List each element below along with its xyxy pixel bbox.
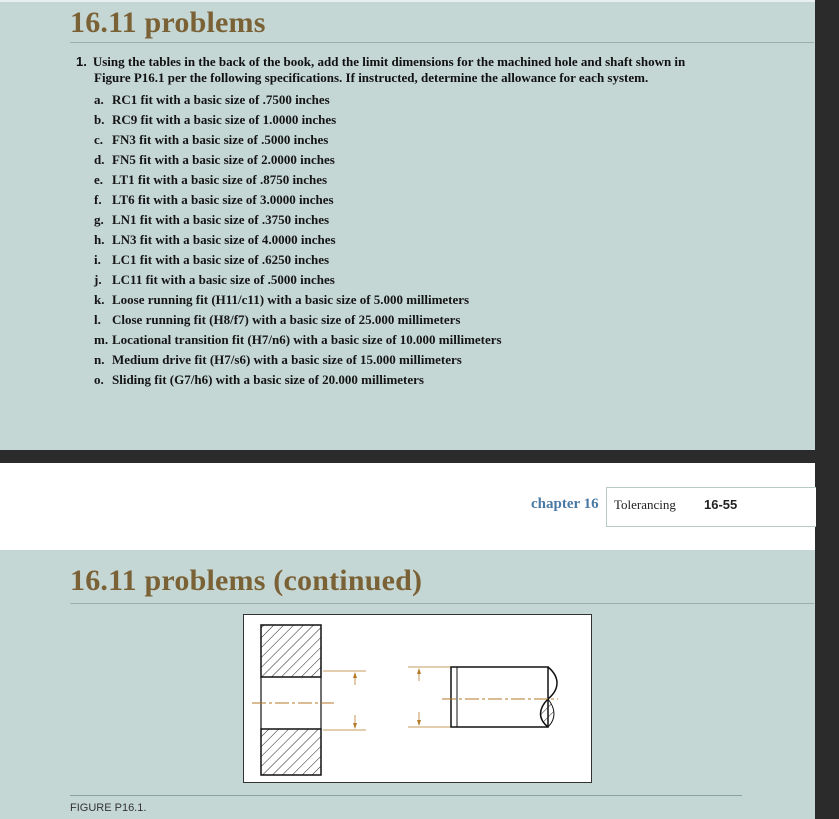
problem-text-line1: Using the tables in the back of the book, add the limit dimensions for the machined hole and shaft shown in: [92, 54, 686, 69]
footer-topic: Tolerancing: [614, 497, 676, 512]
arrow-icon: [417, 668, 421, 674]
item-letter: h.: [94, 232, 105, 247]
list-item: [94, 210, 766, 230]
section-title: 16.11 problems: [70, 6, 266, 39]
item-text: Locational transition fit (H7/n6) with a basic size of 10.000 millimeters: [112, 332, 502, 347]
item-letter: m.: [94, 332, 109, 347]
arrow-icon: [417, 720, 421, 726]
footer-chapter: chapter 16: [531, 496, 599, 512]
problem-text-line2: Figure P16.1 per the following specifications. If instructed, determine the allowance for each system.: [94, 70, 649, 85]
shaft-break-hatch: [541, 699, 555, 727]
item-letter: i.: [94, 252, 101, 267]
title-rule: [70, 42, 814, 43]
caption-rule: [70, 795, 742, 796]
item-text: LC11 fit with a basic size of .5000 inches: [112, 272, 335, 287]
item-letter: o.: [94, 372, 104, 387]
item-letter: f.: [94, 192, 102, 207]
item-letter: j.: [94, 272, 102, 287]
item-text: LT1 fit with a basic size of .8750 inches: [112, 172, 328, 187]
item-text: RC9 fit with a basic size of 1.0000 inches: [112, 112, 337, 127]
hole-section-top: [261, 625, 321, 677]
list-item: [94, 170, 766, 190]
item-letter: g.: [94, 212, 104, 227]
problem-statement: [76, 54, 766, 86]
arrow-icon: [353, 672, 357, 678]
list-item: [94, 250, 766, 270]
item-letter: l.: [94, 312, 101, 327]
title-rule: [70, 603, 814, 604]
list-item: [94, 370, 766, 390]
item-text: Sliding fit (G7/h6) with a basic size of 20.000 millimeters: [112, 372, 424, 387]
item-text: LN3 fit with a basic size of 4.0000 inches: [112, 232, 336, 247]
list-item: [94, 310, 766, 330]
problem-number: 1.: [76, 54, 87, 69]
item-letter: a.: [94, 92, 104, 107]
item-text: RC1 fit with a basic size of .7500 inches: [112, 92, 330, 107]
item-text: LN1 fit with a basic size of .3750 inches: [112, 212, 330, 227]
item-letter: k.: [94, 292, 105, 307]
section-title-continued: 16.11 problems (continued): [70, 564, 423, 597]
item-letter: d.: [94, 152, 105, 167]
shaft-body: [451, 667, 548, 727]
item-letter: e.: [94, 172, 104, 187]
item-text: LT6 fit with a basic size of 3.0000 inches: [112, 192, 334, 207]
list-item: [94, 270, 766, 290]
item-text: Loose running fit (H11/c11) with a basic size of 5.000 millimeters: [112, 292, 470, 307]
list-item: [94, 110, 766, 130]
item-text: Medium drive fit (H7/s6) with a basic size of 15.000 millimeters: [112, 352, 462, 367]
item-letter: b.: [94, 112, 105, 127]
problem-1: [76, 54, 766, 390]
list-item: [94, 90, 766, 110]
hole-section-bottom: [261, 729, 321, 775]
list-item: [94, 350, 766, 370]
list-item: [94, 330, 766, 350]
list-item: [94, 130, 766, 150]
footer-page-number: 16-55: [704, 497, 738, 512]
arrow-icon: [353, 723, 357, 729]
figure-caption: FIGURE P16.1.: [70, 802, 147, 814]
list-item: [94, 290, 766, 310]
item-text: FN3 fit with a basic size of .5000 inches: [112, 132, 329, 147]
item-text: Close running fit (H8/f7) with a basic size of 25.000 millimeters: [112, 312, 461, 327]
item-text: FN5 fit with a basic size of 2.0000 inches: [112, 152, 335, 167]
hole-shaft-drawing: [244, 615, 591, 782]
list-item: [94, 190, 766, 210]
item-letter: n.: [94, 352, 105, 367]
item-letter: c.: [94, 132, 104, 147]
list-item: [94, 230, 766, 250]
item-text: LC1 fit with a basic size of .6250 inches: [112, 252, 330, 267]
list-item: [94, 150, 766, 170]
problem-items: [76, 90, 766, 390]
figure-p16-1: [243, 614, 592, 783]
